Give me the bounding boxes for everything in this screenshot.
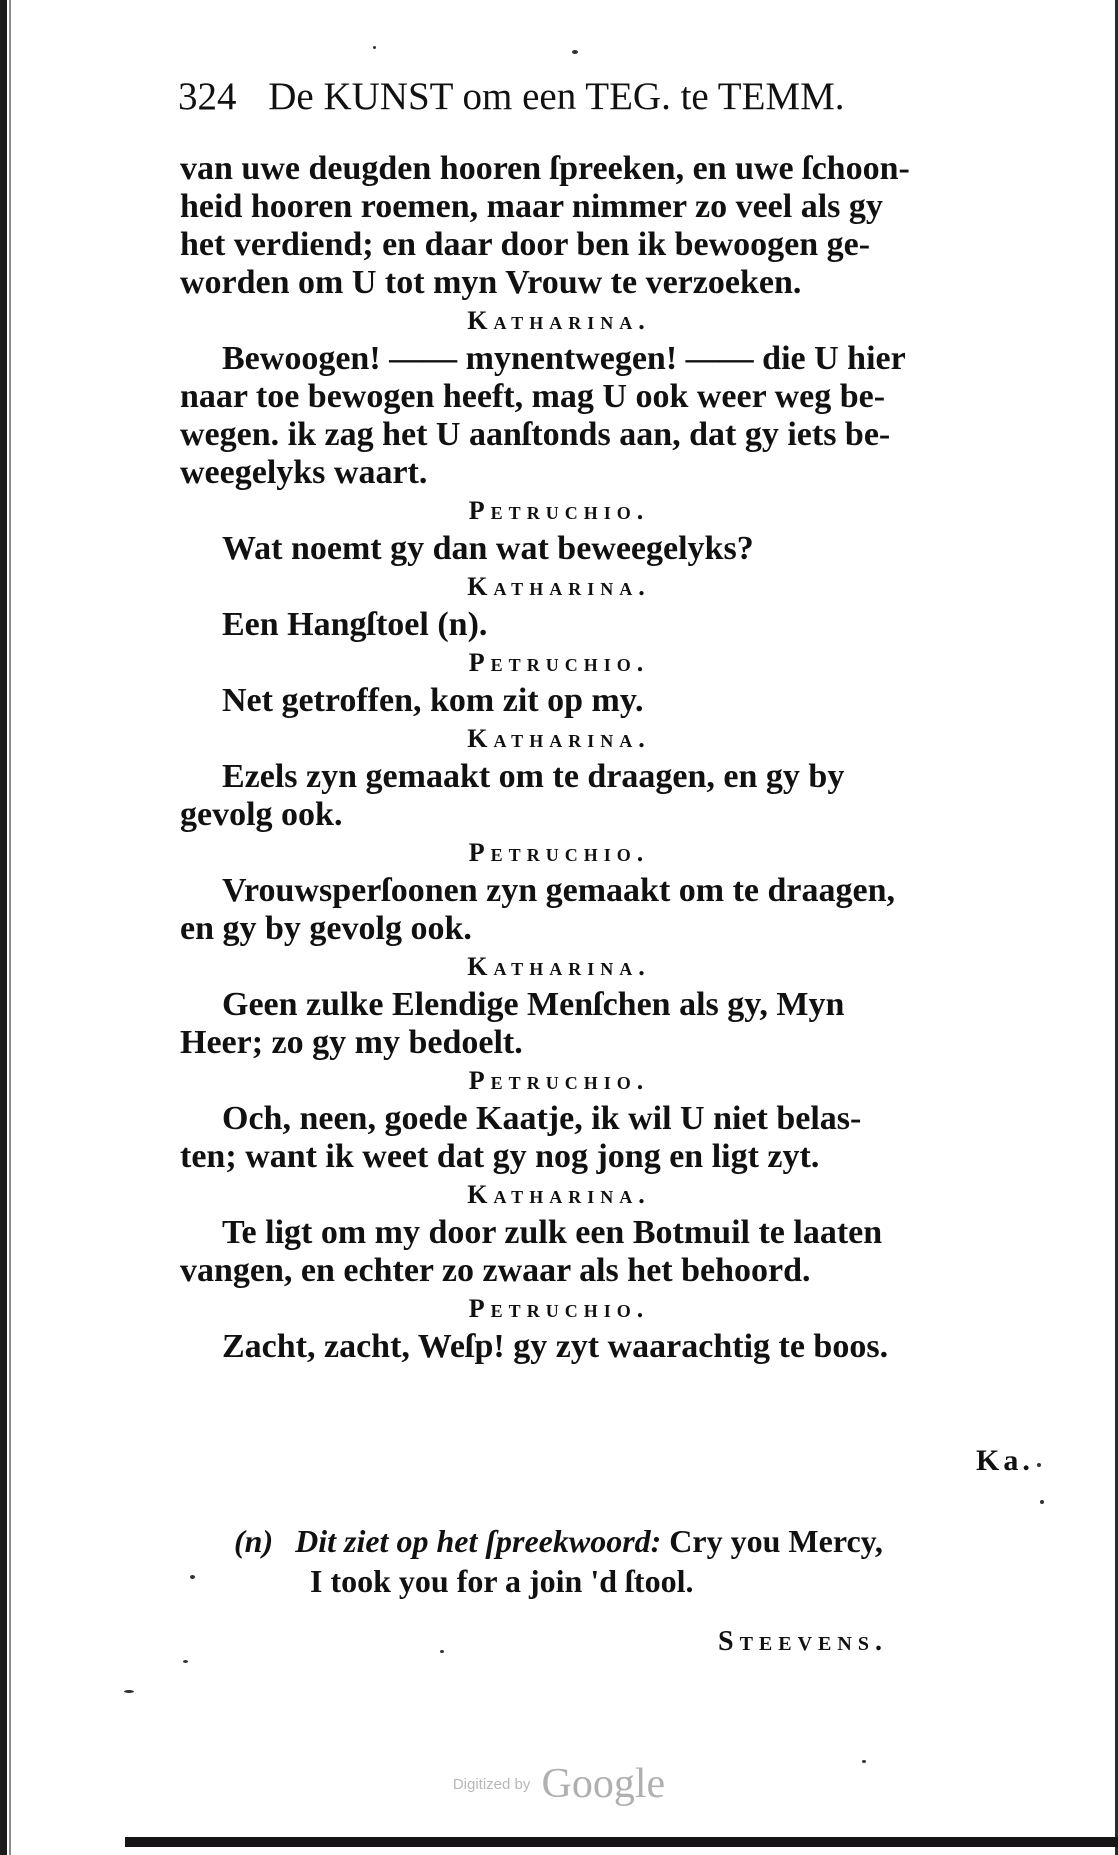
text-line: naar toe bewogen heeft, mag U ook weer weg be- (180, 378, 886, 415)
scan-bottom-edge (125, 1837, 1118, 1847)
ink-speck (440, 1650, 444, 1653)
speaker-name: Petruchio. (468, 838, 650, 867)
page-number: 324 (178, 75, 237, 118)
text-line: Zacht, zacht, Weſp! gy zyt waarachtig te boos. (222, 1328, 889, 1365)
speaker-name: Katharina. (467, 306, 651, 335)
speaker-name: Petruchio. (468, 496, 650, 525)
speaker-name: Petruchio. (468, 1066, 650, 1095)
ink-speck (1040, 1500, 1044, 1504)
footnote-signature: Steevens. (718, 1626, 888, 1657)
text-line: Geen zulke Elendige Menſchen als gy, Myn (222, 986, 845, 1023)
google-logo: Google (541, 1761, 666, 1807)
ink-speck (1037, 1463, 1041, 1467)
catchword: Ka. (976, 1444, 1034, 1477)
scan-left-edge (0, 0, 7, 1855)
speaker-name: Katharina. (467, 572, 651, 601)
speaker-name: Petruchio. (468, 1294, 650, 1323)
digitized-watermark (0, 1760, 1118, 1808)
watermark-prefix: Digitized by (452, 1775, 531, 1793)
text-line: Wat noemt gy dan wat beweegelyks? (222, 530, 754, 567)
ink-speck (190, 1575, 195, 1579)
footnote-label: (n) (234, 1523, 274, 1559)
text-line: heid hooren roemen, maar nimmer zo veel als gy (180, 188, 883, 225)
footnote-quote-line2: I took you for a join 'd ſtool. (310, 1563, 694, 1599)
text-line: Ezels zyn gemaakt om te draagen, en gy by (222, 758, 845, 795)
text-line: Net getroffen, kom zit op my. (222, 682, 644, 719)
text-line: Een Hangſtoel (n). (222, 606, 488, 643)
ink-speck (183, 1660, 188, 1663)
text-line: Och, neen, goede Kaatje, ik wil U niet belas- (222, 1100, 862, 1137)
footnote (234, 1522, 883, 1560)
running-title: De KUNST om een TEG. te TEMM. (268, 75, 845, 118)
text-line: worden om U tot myn Vrouw te verzoeken. (180, 264, 802, 301)
text-line: van uwe deugden hooren ſpreeken, en uwe ſchoon- (180, 150, 910, 187)
speaker-name: Katharina. (467, 1180, 651, 1209)
text-line: vangen, en echter zo zwaar als het behoord. (180, 1252, 811, 1289)
speaker-name: Katharina. (467, 724, 651, 753)
scan-left-edge-shadow (9, 0, 11, 1855)
footnote-quote-line1: Cry you Mercy, (669, 1523, 883, 1559)
text-line: en gy by gevolg ook. (180, 910, 472, 947)
text-line: Vrouwsperſoonen zyn gemaakt om te draagen, (222, 872, 896, 909)
text-line: wegen. ik zag het U aanſtonds aan, dat gy iets be- (180, 416, 891, 453)
ink-speck (124, 1690, 134, 1693)
speaker-name: Katharina. (467, 952, 651, 981)
footnote-intro: Dit ziet op het ſpreekwoord: (295, 1523, 662, 1559)
speaker-name: Petruchio. (468, 648, 650, 677)
text-line: Te ligt om my door zulk een Botmuil te laaten (222, 1214, 883, 1251)
ink-speck (572, 50, 578, 54)
text-line: Heer; zo gy my bedoelt. (180, 1024, 523, 1061)
text-line: ten; want ik weet dat gy nog jong en ligt zyt. (180, 1138, 820, 1175)
running-header (178, 72, 1008, 122)
text-line: weegelyks waart. (180, 454, 428, 491)
text-line: gevolg ook. (180, 796, 343, 833)
ink-speck (373, 46, 376, 49)
ink-speck (862, 1760, 866, 1763)
text-line: het verdiend; en daar door ben ik bewoogen ge- (180, 226, 871, 263)
text-line: Bewoogen! —— mynentwegen! —— die U hier (222, 340, 906, 377)
